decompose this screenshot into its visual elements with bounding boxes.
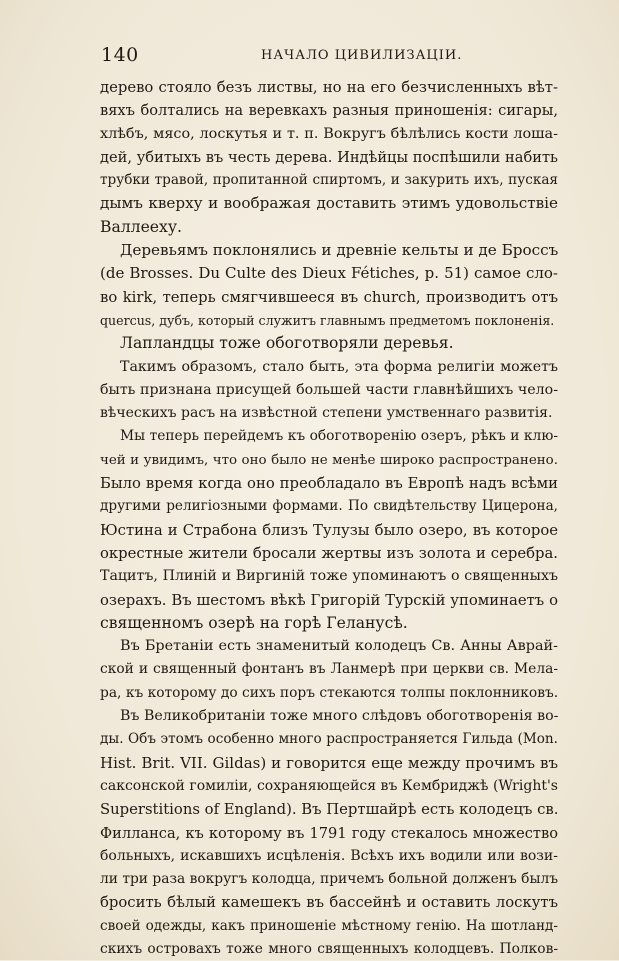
text-line: чей и увидимъ, что оно было не менѣе широко распространено. bbox=[100, 452, 558, 468]
paragraph-start-line: Деревьямъ поклонялись и древніе кельты и де Броссъ bbox=[120, 241, 558, 260]
paragraph-start-line: Въ Бретаніи есть знаменитый колодецъ Св. Анны Аврай- bbox=[120, 638, 558, 655]
text-line: бросить бѣлый камешекъ въ бассейнѣ и оставить лоскутъ bbox=[100, 894, 558, 912]
text-line: озерахъ. Въ шестомъ вѣкѣ Григорій Турскій упоминаетъ о bbox=[100, 591, 558, 609]
text-line: трубки травой, пропитанной спиртомъ, и закурить ихъ, пуская bbox=[100, 172, 558, 189]
text-line: больныхъ, искавшихъ исцѣленія. Всѣхъ ихъ водили или вози- bbox=[100, 847, 558, 864]
text-line: вяхъ болтались на веревкахъ разныя приношенія: сигары, bbox=[100, 102, 558, 120]
text-line: другими религіозными формами. По свидѣтельству Цицерона, bbox=[100, 498, 558, 515]
text-line: дей, убитыхъ въ честь дерева. Индѣйцы поспѣшили набить bbox=[100, 148, 558, 166]
text-line: ды. Объ этомъ особенно много распространяется Гильда (Mon. bbox=[100, 731, 558, 748]
text-line: ра, къ которому до сихъ поръ стекаются толпы поклонниковъ. bbox=[100, 684, 558, 701]
text-line: дерево стояло безъ листвы, но на его безчисленныхъ вѣт- bbox=[100, 79, 558, 96]
running-title: НАЧАЛО ЦИВИЛИЗАЦІИ. bbox=[261, 48, 463, 63]
text-line: quercus, дубъ, который служитъ главнымъ предметомъ поклоненія. bbox=[100, 312, 555, 328]
text-line: Было время когда оно преобладало въ Европѣ надъ всѣми bbox=[100, 475, 558, 493]
text-line: ской и священный фонтанъ въ Ланмерѣ при церкви св. Мела- bbox=[100, 661, 558, 678]
text-line: священномъ озерѣ на горѣ Геланусѣ. bbox=[100, 613, 408, 632]
paragraph-start-line: Такимъ образомъ, стало быть, эта форма религіи можетъ bbox=[120, 358, 558, 375]
text-line: скихъ островахъ тоже много священныхъ колодцевъ. Полков- bbox=[100, 940, 558, 957]
text-line: Валлееху. bbox=[100, 217, 182, 236]
page-header bbox=[101, 44, 551, 66]
text-line: хлѣбъ, мясо, лоскутья и т. п. Вокругъ бѣлѣлись кости лоша- bbox=[100, 125, 558, 142]
page-number: 140 bbox=[101, 44, 139, 66]
text-line: Тацитъ, Плиній и Виргиній тоже упоминаютъ о священныхъ bbox=[100, 568, 558, 585]
text-line: дымъ кверху и воображая доставить этимъ удовольствіе bbox=[100, 194, 558, 213]
text-line: Hist. Brit. VII. Gildas) и говорится еще между прочимъ въ bbox=[100, 753, 558, 772]
text-line: саксонской гомиліи, сохраняющейся въ Кембриджѣ (Wright's bbox=[100, 777, 558, 794]
text-line: во kirk, теперь смягчившееся въ church, производитъ отъ bbox=[100, 288, 558, 306]
text-line: ли три раза вокругъ колодца, причемъ больной долженъ былъ bbox=[100, 871, 558, 888]
text-line: быть признана присущей большей части главнѣйшихъ чело- bbox=[100, 381, 558, 398]
paragraph-start-line: Лапландцы тоже обоготворяли деревья. bbox=[120, 334, 454, 353]
paragraph-start-line: Мы теперь перейдемъ къ обоготворенію озеръ, рѣкъ и клю- bbox=[120, 428, 558, 445]
text-line: Филланса, къ которому въ 1791 году стекалось множество bbox=[100, 824, 558, 842]
paragraph-start-line: Въ Великобританіи тоже много слѣдовъ обоготворенія во- bbox=[120, 708, 558, 725]
text-line: окрестные жители бросали жертвы изъ золота и серебра. bbox=[100, 544, 558, 562]
text-line: (de Brosses. Du Culte des Dieux Fétiches, p. 51) самое сло- bbox=[100, 264, 558, 283]
text-line: Superstitions of England). Въ Пертшайрѣ есть колодецъ св. bbox=[100, 801, 558, 819]
text-line: своей одежды, какъ приношеніе мѣстному генію. На шотланд- bbox=[100, 917, 558, 934]
text-line: вѣческихъ расъ на извѣстной степени умственнаго развитія. bbox=[100, 405, 553, 422]
body-text bbox=[100, 76, 558, 961]
text-line: Юстина и Страбона близъ Тулузы было озеро, въ которое bbox=[100, 521, 558, 539]
